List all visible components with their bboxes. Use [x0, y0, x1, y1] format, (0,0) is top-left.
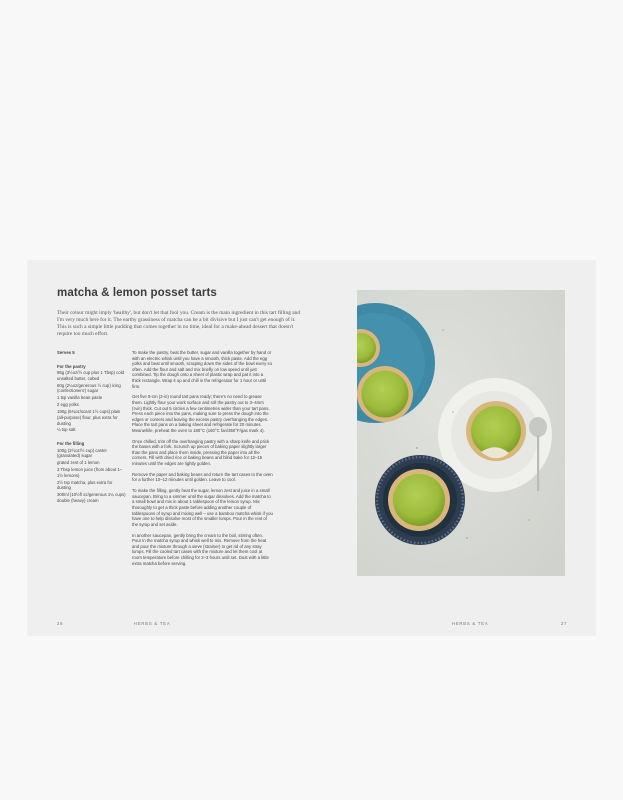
recipe-title: matcha & lemon posset tarts: [57, 287, 217, 299]
ingredient-item: ¼ tsp salt: [57, 427, 76, 433]
method-step: To make the pastry, beat the butter, sugar and vanilla together by hand or with an electric whisk until you have a smooth, thick paste. Add the egg yolks and beat until smooth, scraping down the sides of the bowl every so often. Add the flour and salt and mix briefly on low speed until just combined. Tip the dough onto a sheet of plastic wrap and pat it into a thick rectangle. Wrap it up and chill in the refrigerator for 1 hour or until firm.: [132, 350, 272, 389]
page-number-right: 27: [561, 621, 568, 626]
ingredient-item: 300ml (10½fl oz/generous 1¼ cups) double (heavy) cream: [57, 492, 126, 503]
filling-ingredient-list: [57, 448, 127, 504]
ingredient-item: 2½ tsp matcha, plus extra for dusting: [57, 479, 113, 491]
ingredient-item: 1 tsp vanilla bean paste: [57, 395, 103, 401]
tart-on-white-plate: [466, 401, 526, 461]
serves-label: Serves 5: [57, 350, 75, 355]
ingredient-item: 100g (3½oz/½ cup) caster (granulated) sugar: [57, 447, 107, 459]
method-step: In another saucepan, gently bring the cream to the boil, stirring often. Pour in the matcha syrup and whisk well to mix. Remove from the heat and pour the mixture through a sieve (strainer) to get rid of any stray lumps. Fill the cooled tart cases with the mixture and let them cool at room temperature before chilling for 2–3 hours until set. Dust with a little extra matcha before serving.: [132, 532, 269, 566]
tart-on-teal-plate: [357, 366, 413, 422]
tart-on-navy-plate: [388, 469, 450, 531]
filling-heading: For the filling: [57, 441, 85, 447]
ingredient-item: 60g (2¼oz/generous ½ cup) icing (confectioners') sugar: [57, 382, 121, 394]
ingredient-item: grated zest of 1 lemon: [57, 460, 100, 466]
ingredient-item: 2 egg yolks: [57, 402, 79, 408]
book-spread: [27, 260, 596, 636]
ingredients-column: [57, 350, 127, 512]
method-column: [132, 350, 273, 571]
right-page: [323, 260, 596, 636]
running-head-right: HERBS & TEA: [452, 621, 489, 626]
page-number-left: 26: [57, 621, 64, 626]
left-page: [27, 260, 323, 636]
recipe-intro: Their colour might imply 'healthy', but don't let that fool you. Cream is the main ingredient in this tart filling and I'm very much here for it. The earthy grassiness of matcha can be a bit divisive but I just can't get enough of it. This is such a simple little pudding that comes together in no time, ideal for a make-ahead dessert that doesn't require too much effort.: [57, 310, 301, 338]
ingredient-item: 3 Tbsp lemon juice (from about 1–1½ lemons): [57, 467, 123, 478]
pastry-ingredient-list: [57, 370, 127, 433]
ingredient-item: 190g (6¾oz/scant 1½ cups) plain (all-purpose) flour, plus extra for dusting: [57, 409, 121, 426]
method-step: Once chilled, trim off the overhanging pastry with a sharp knife and prick the bases with a fork. Scrunch up pieces of baking paper slightly larger than the pans and place them inside, pressing the paper into all the corners. Fill with dried rice or baking beans and blind bake for 12–15 minutes until the edges are lightly golden.: [132, 438, 270, 467]
tarts-photo: [357, 290, 565, 576]
method-step: To make the filling, gently heat the sugar, lemon zest and juice in a small saucepan. Bring to a simmer until the sugar dissolves. Add the matcha to a small bowl and mix in about 1 tablespoon of the lemon syrup. Mix thoroughly to get a thick paste before adding another couple of tablespoons of syrup and mixing well – use a bamboo matcha whisk if you have one to help dissolve most of the smaller lumps. Pour in the rest of the syrup and set aside.: [132, 488, 273, 527]
running-head-left: HERBS & TEA: [134, 621, 171, 626]
method-step: Remove the paper and baking beans and return the tart cases to the oven for a further 10–12 minutes until golden. Leave to cool.: [132, 471, 273, 483]
ingredient-item: 95g (3½oz/½ cup plus 1 Tbsp) cold unsalted butter, cubed: [57, 370, 125, 381]
method-step: Get five 8-cm (3-in) round tart pans ready; there's no need to grease them. Lightly flour your work surface and roll the pastry out to 3–4mm (⅛in) thick. Cut out 5 circles a few centimetres wider than your tart pans. Press each piece into the pans, making sure to press the dough into the edges or corners and leaving the excess pastry overhanging the edges. Place the tart pans on a baking sheet and refrigerate for 20 minutes. Meanwhile, preheat the oven to 180°C (160°C fan/350°F/gas mark 4).: [132, 394, 270, 433]
pastry-heading: For the pastry: [57, 363, 86, 369]
